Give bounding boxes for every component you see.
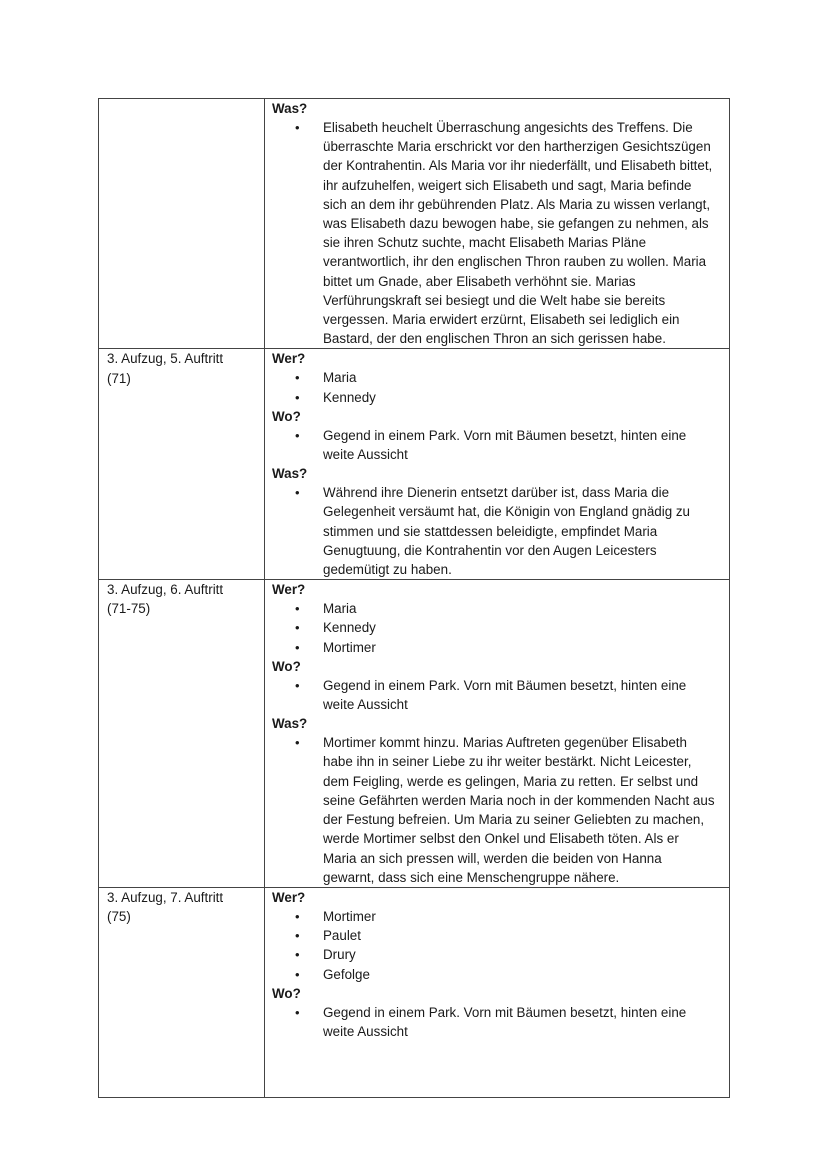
section-heading: Wer? bbox=[272, 889, 306, 905]
list-item-text: Paulet bbox=[323, 928, 361, 944]
scene-cell bbox=[99, 99, 265, 349]
list-item bbox=[272, 618, 729, 637]
bullet-icon: • bbox=[295, 947, 300, 963]
page-range: (75) bbox=[107, 909, 131, 925]
content-cell bbox=[265, 887, 730, 1097]
list-item bbox=[272, 676, 729, 714]
scene-summary-table bbox=[98, 98, 730, 1098]
list-item-text: Gegend in einem Park. Vorn mit Bäumen besetzt, hinten eine weite Aussicht bbox=[323, 677, 687, 713]
bullet-icon: • bbox=[295, 908, 300, 924]
list-item-text: Mortimer kommt hinzu. Marias Auftreten gegenüber Elisabeth habe ihn in seiner Liebe zu ihr weiter bestärkt. Nicht Leicester, dem Feigling, werde es gelingen, Maria zu retten. Er selbst und seine Gefährten werden Maria noch in der kommenden Nacht aus der Festung befreien. Um Maria zu seiner Geliebten zu machen, werde Mortimer selbst den Onkel und Elisabeth töten. Als er Maria an sich pressen will, werden die beiden von Hanna gewarnt, dass sich eine Menschengruppe nähere. bbox=[323, 735, 715, 885]
bullet-list bbox=[272, 483, 729, 579]
scene-cell bbox=[99, 580, 265, 888]
content-cell bbox=[265, 580, 730, 888]
bullet-list bbox=[272, 676, 729, 714]
table-row bbox=[99, 99, 730, 349]
bullet-icon: • bbox=[295, 928, 300, 944]
list-item-text: Maria bbox=[323, 601, 357, 617]
list-item bbox=[272, 368, 729, 387]
list-item-text: Gegend in einem Park. Vorn mit Bäumen besetzt, hinten eine weite Aussicht bbox=[323, 427, 687, 463]
bullet-icon: • bbox=[295, 639, 300, 655]
section-heading: Was? bbox=[272, 466, 308, 482]
list-item-text: Elisabeth heuchelt Überraschung angesichts des Treffens. Die überraschte Maria erschrickt vor den hartherzigen Gesichtszügen der Kontrahentin. Als Maria vor ihr niederfällt, und Elisabeth bittet, ihr aufzuhelfen, weigert sich Elisabeth und sagt, Maria befinde sich an dem ihr gebührenden Platz. Als Maria zu wissen verlangt, was Elisabeth dazu bewogen habe, sie gefangen zu nehmen, als sie ihren Schutz suchte, macht Elisabeth Marias Pläne verantwortlich, ihr den englischen Thron rauben zu wollen. Maria bittet um Gnade, aber Elisabeth verhöhnt sie. Marias Verführungskraft sei besiegt und die Welt habe sie bereits vergessen. Maria erwidert erzürnt, Elisabeth sei lediglich ein Bastard, der den englischen Thron an sich gerissen habe. bbox=[323, 120, 713, 347]
bullet-icon: • bbox=[295, 120, 300, 135]
bullet-list bbox=[272, 599, 729, 657]
list-item-text: Maria bbox=[323, 370, 357, 386]
list-item bbox=[272, 118, 729, 348]
page-range: (71) bbox=[107, 370, 131, 386]
list-item bbox=[272, 907, 729, 926]
bullet-list bbox=[272, 368, 729, 406]
bullet-icon: • bbox=[295, 427, 300, 443]
list-item-text: Drury bbox=[323, 947, 356, 963]
scene-cell bbox=[99, 887, 265, 1097]
bullet-list bbox=[272, 426, 729, 464]
section-heading: Was? bbox=[272, 716, 308, 732]
list-item-text: Gefolge bbox=[323, 966, 370, 982]
list-item bbox=[272, 965, 729, 984]
section-heading: Wo? bbox=[272, 408, 301, 424]
bullet-list bbox=[272, 1003, 729, 1041]
scene-label: 3. Aufzug, 6. Auftritt bbox=[107, 582, 224, 598]
page-range: (71-75) bbox=[107, 601, 151, 617]
list-item-text: Während ihre Dienerin entsetzt darüber ist, dass Maria die Gelegenheit versäumt hat, die Königin von England gnädig zu stimmen und sie stattdessen beleidigte, empfindet Maria Genugtuung, die Kontrahentin vor den Augen Leicesters gedemütigt zu haben. bbox=[323, 485, 691, 578]
list-item bbox=[272, 926, 729, 945]
scene-cell bbox=[99, 349, 265, 580]
bullet-icon: • bbox=[295, 677, 300, 693]
list-item bbox=[272, 483, 729, 579]
section-heading: Wer? bbox=[272, 351, 306, 367]
list-item bbox=[272, 945, 729, 964]
bullet-list bbox=[272, 907, 729, 984]
section-heading: Wo? bbox=[272, 658, 301, 674]
table-row bbox=[99, 887, 730, 1097]
list-item-text: Kennedy bbox=[323, 389, 376, 405]
bullet-list bbox=[272, 118, 729, 348]
section-heading: Wo? bbox=[272, 985, 301, 1001]
list-item bbox=[272, 638, 729, 657]
scene-label: 3. Aufzug, 7. Auftritt bbox=[107, 889, 224, 905]
content-cell bbox=[265, 99, 730, 349]
list-item bbox=[272, 426, 729, 464]
list-item-text: Kennedy bbox=[323, 620, 376, 636]
bullet-icon: • bbox=[295, 389, 300, 405]
bullet-icon: • bbox=[295, 620, 300, 636]
table-row bbox=[99, 580, 730, 888]
list-item-text: Mortimer bbox=[323, 908, 376, 924]
table-row bbox=[99, 349, 730, 580]
bullet-list bbox=[272, 733, 729, 887]
section-heading: Was? bbox=[272, 101, 308, 116]
list-item bbox=[272, 733, 729, 887]
content-cell bbox=[265, 349, 730, 580]
bullet-icon: • bbox=[295, 601, 300, 617]
list-item-text: Mortimer bbox=[323, 639, 376, 655]
bullet-icon: • bbox=[295, 485, 300, 501]
bullet-icon: • bbox=[295, 966, 300, 982]
bullet-icon: • bbox=[295, 1004, 300, 1020]
document-page bbox=[98, 98, 730, 1098]
scene-label: 3. Aufzug, 5. Auftritt bbox=[107, 351, 224, 367]
list-item bbox=[272, 388, 729, 407]
section-heading: Wer? bbox=[272, 582, 306, 598]
list-item bbox=[272, 1003, 729, 1041]
bullet-icon: • bbox=[295, 735, 300, 751]
list-item-text: Gegend in einem Park. Vorn mit Bäumen besetzt, hinten eine weite Aussicht bbox=[323, 1004, 687, 1039]
list-item bbox=[272, 599, 729, 618]
bullet-icon: • bbox=[295, 370, 300, 386]
table-body bbox=[99, 99, 730, 1098]
